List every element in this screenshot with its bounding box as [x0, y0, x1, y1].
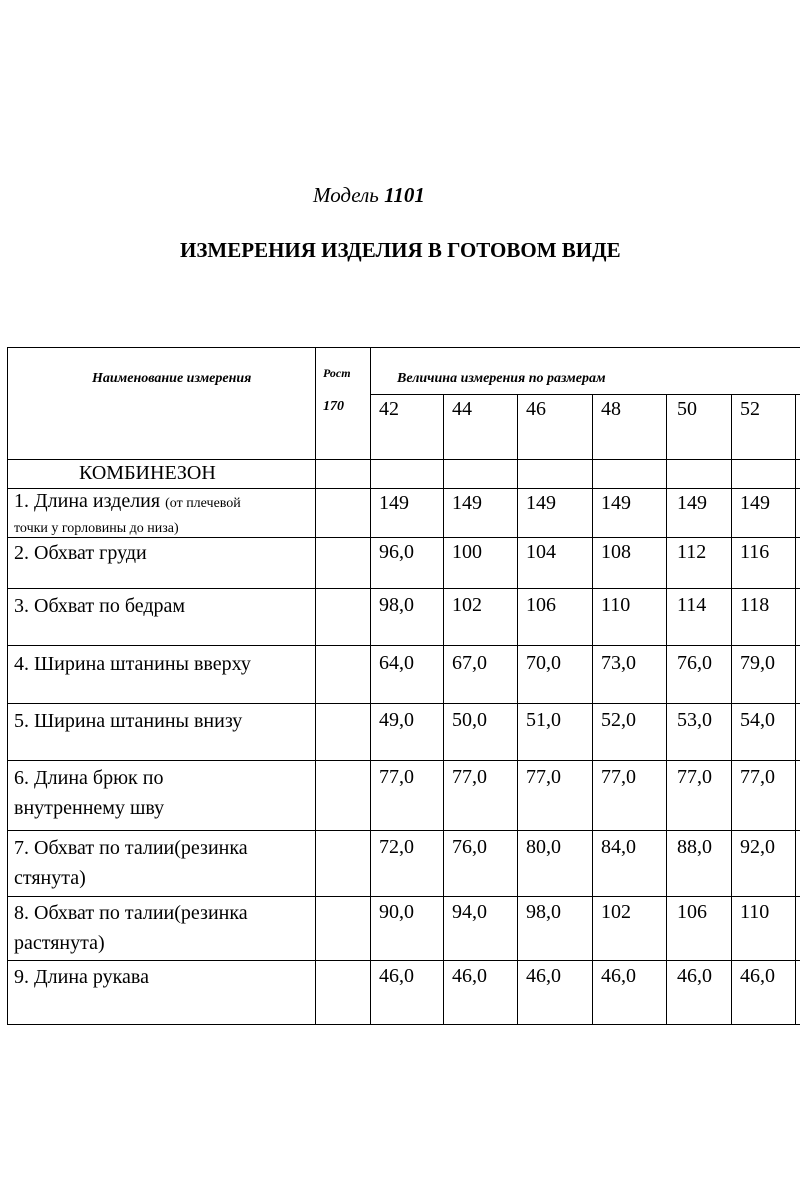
page-title: ИЗМЕРЕНИЯ ИЗДЕЛИЯ В ГОТОВОМ ВИДЕ — [180, 238, 621, 262]
value-cell: 96,0 — [379, 541, 414, 563]
value-cell: 108 — [601, 541, 631, 563]
row-label: 4. Ширина штанины вверху — [14, 653, 251, 675]
size-header: 42 — [379, 398, 399, 420]
value-cell: 50,0 — [452, 709, 487, 731]
row-name: 7. Обхват по талии(резинка — [14, 837, 248, 859]
value-cell: 51,0 — [526, 709, 561, 731]
value-cell: 76,0 — [452, 836, 487, 858]
header-height-label: Рост — [323, 366, 351, 380]
sizes-header-divider — [370, 394, 800, 395]
value-cell: 79,0 — [740, 652, 775, 674]
value-cell: 116 — [740, 541, 770, 563]
row-note: точки у горловины до низа) — [14, 521, 179, 536]
value-cell: 102 — [601, 901, 631, 923]
model-prefix: Модель — [313, 183, 379, 207]
size-header: 50 — [677, 398, 697, 420]
value-cell: 104 — [526, 541, 556, 563]
value-cell: 73,0 — [601, 652, 636, 674]
value-cell: 84,0 — [601, 836, 636, 858]
value-cell: 49,0 — [379, 709, 414, 731]
row-label: 2. Обхват груди — [14, 542, 147, 564]
value-cell: 88,0 — [677, 836, 712, 858]
row-divider — [7, 459, 800, 460]
value-cell: 52,0 — [601, 709, 636, 731]
row-label — [14, 490, 241, 540]
value-cell: 110 — [601, 594, 631, 616]
row-divider — [7, 488, 800, 489]
table-border-bottom — [7, 1024, 800, 1025]
row-divider — [7, 830, 800, 831]
value-cell: 149 — [526, 492, 556, 514]
row-label: 3. Обхват по бедрам — [14, 595, 186, 617]
model-number: 1101 — [384, 183, 425, 207]
value-cell: 149 — [601, 492, 631, 514]
value-cell: 149 — [740, 492, 770, 514]
row-divider — [7, 588, 800, 589]
value-cell: 76,0 — [677, 652, 712, 674]
column-divider — [666, 394, 667, 1025]
value-cell: 72,0 — [379, 836, 414, 858]
value-cell: 149 — [677, 492, 707, 514]
row-divider — [7, 896, 800, 897]
value-cell: 98,0 — [526, 901, 561, 923]
value-cell: 46,0 — [452, 965, 487, 987]
column-divider — [315, 347, 316, 1025]
value-cell: 77,0 — [452, 766, 487, 788]
value-cell: 112 — [677, 541, 707, 563]
row-divider — [7, 760, 800, 761]
row-label — [14, 763, 164, 823]
value-cell: 149 — [452, 492, 482, 514]
column-divider — [731, 394, 732, 1025]
header-height-value: 170 — [323, 399, 344, 414]
value-cell: 77,0 — [740, 766, 775, 788]
value-cell: 94,0 — [452, 901, 487, 923]
column-divider — [795, 394, 796, 1025]
header-measurement-name: Наименование измерения — [92, 371, 252, 386]
value-cell: 46,0 — [526, 965, 561, 987]
value-cell: 77,0 — [379, 766, 414, 788]
column-divider — [370, 347, 371, 1025]
value-cell: 64,0 — [379, 652, 414, 674]
value-cell: 106 — [526, 594, 556, 616]
row-name: 1. Длина изделия — [14, 490, 161, 512]
size-header: 44 — [452, 398, 472, 420]
section-label: КОМБИНЕЗОН — [79, 462, 216, 484]
value-cell: 118 — [740, 594, 770, 616]
row-name: 6. Длина брюк по — [14, 767, 164, 789]
value-cell: 90,0 — [379, 901, 414, 923]
value-cell: 54,0 — [740, 709, 775, 731]
column-divider — [443, 394, 444, 1025]
table-border-left — [7, 347, 8, 1025]
table-border-top — [7, 347, 800, 348]
value-cell: 67,0 — [452, 652, 487, 674]
row-divider — [7, 703, 800, 704]
value-cell: 98,0 — [379, 594, 414, 616]
column-divider — [517, 394, 518, 1025]
row-name-cont: внутреннему шву — [14, 797, 165, 819]
size-header: 52 — [740, 398, 760, 420]
value-cell: 92,0 — [740, 836, 775, 858]
row-name-cont: растянута) — [14, 932, 105, 954]
row-label: 9. Длина рукава — [14, 966, 149, 988]
value-cell: 53,0 — [677, 709, 712, 731]
value-cell: 46,0 — [601, 965, 636, 987]
row-name: 8. Обхват по талии(резинка — [14, 902, 248, 924]
value-cell: 110 — [740, 901, 770, 923]
row-label — [14, 833, 248, 893]
value-cell: 46,0 — [379, 965, 414, 987]
size-header: 46 — [526, 398, 546, 420]
value-cell: 46,0 — [677, 965, 712, 987]
value-cell: 100 — [452, 541, 482, 563]
row-divider — [7, 960, 800, 961]
value-cell: 149 — [379, 492, 409, 514]
value-cell: 80,0 — [526, 836, 561, 858]
value-cell: 77,0 — [677, 766, 712, 788]
value-cell: 114 — [677, 594, 707, 616]
row-divider — [7, 645, 800, 646]
row-label — [14, 898, 248, 958]
header-sizes: Величина измерения по размерам — [397, 371, 606, 386]
row-note: (от плечевой — [165, 496, 241, 511]
value-cell: 46,0 — [740, 965, 775, 987]
value-cell: 102 — [452, 594, 482, 616]
size-header: 48 — [601, 398, 621, 420]
column-divider — [592, 394, 593, 1025]
row-name-cont: стянута) — [14, 867, 86, 889]
value-cell: 77,0 — [526, 766, 561, 788]
value-cell: 106 — [677, 901, 707, 923]
value-cell: 70,0 — [526, 652, 561, 674]
value-cell: 77,0 — [601, 766, 636, 788]
row-label: 5. Ширина штанины внизу — [14, 710, 243, 732]
